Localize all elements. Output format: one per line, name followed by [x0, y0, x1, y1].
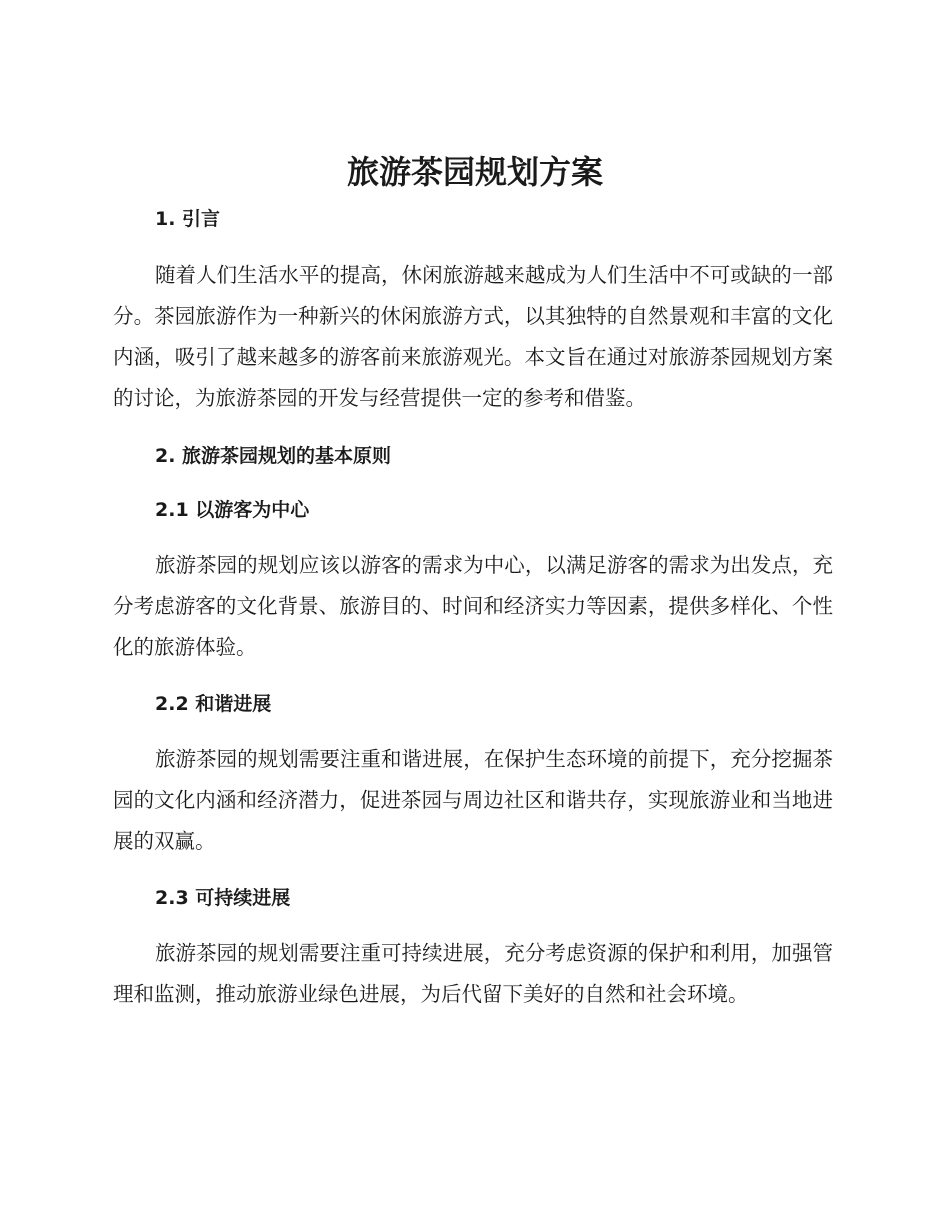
subsection-heading-sustainable-development: 2.3 可持续进展 — [155, 887, 291, 909]
document-title: 旅游茶园规划方案 — [346, 153, 603, 191]
subsection-heading-harmonious-development: 2.2 和谐进展 — [155, 693, 272, 715]
subsection-paragraph-sustainable-development: 旅游茶园的规划需要注重可持续进展，充分考虑资源的保护和利用，加强管理和监测，推动旅游业绿色进展，为后代留下美好的自然和社会环境。 — [113, 941, 833, 1006]
subsection-paragraph-harmonious-development: 旅游茶园的规划需要注重和谐进展，在保护生态环境的前提下，充分挖掘茶园的文化内涵和经济潜力，促进茶园与周边社区和谐共存，实现旅游业和当地进展的双赢。 — [113, 747, 833, 853]
subsection-heading-visitor-centered: 2.1 以游客为中心 — [155, 499, 310, 521]
section-paragraph-introduction: 随着人们生活水平的提高，休闲旅游越来越成为人们生活中不可或缺的一部分。茶园旅游作为一种新兴的休闲旅游方式，以其独特的自然景观和丰富的文化内涵，吸引了越来越多的游客前来旅游观光。本文旨在通过对旅游茶园规划方案的讨论，为旅游茶园的开发与经营提供一定的参考和借鉴。 — [113, 263, 833, 410]
section-heading-introduction: 1. 引言 — [155, 208, 221, 230]
section-heading-basic-principles: 2. 旅游茶园规划的基本原则 — [155, 445, 392, 467]
subsection-paragraph-visitor-centered: 旅游茶园的规划应该以游客的需求为中心，以满足游客的需求为出发点，充分考虑游客的文化背景、旅游目的、时间和经济实力等因素，提供多样化、个性化的旅游体验。 — [113, 553, 833, 659]
